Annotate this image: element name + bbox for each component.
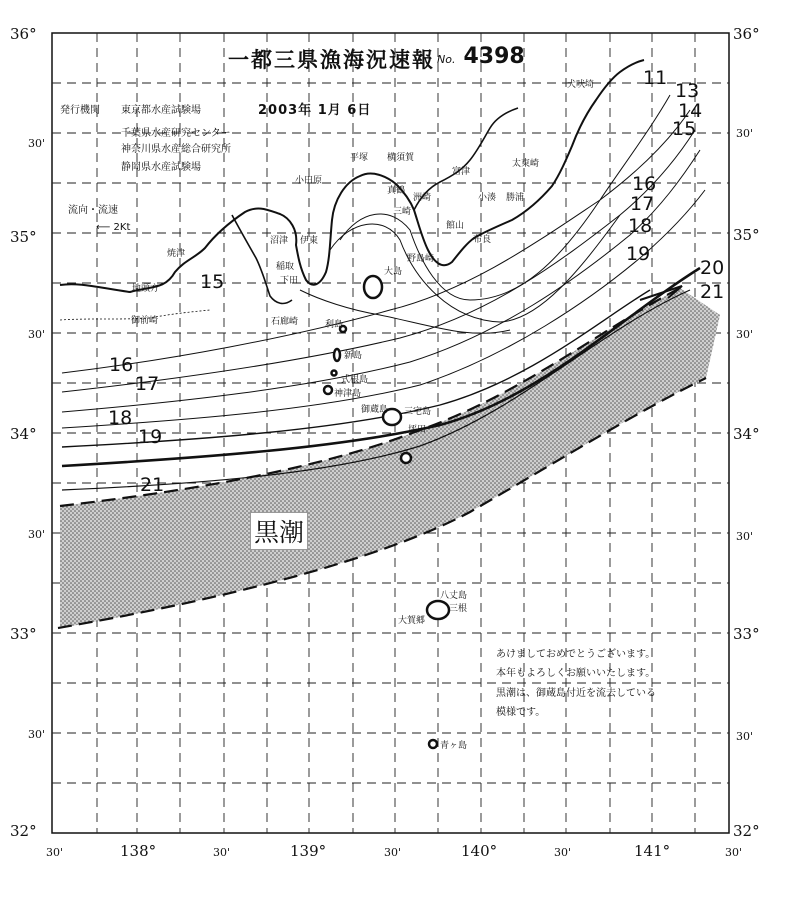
publisher-label: 発行機関 (60, 105, 100, 116)
lat-label-right-1: 36° (733, 25, 760, 43)
current-legend-title: 流向・流速 (68, 205, 118, 216)
island-kozushima (324, 386, 332, 394)
lon-label-1: 30' (46, 846, 64, 859)
lon-label-3: 30' (213, 846, 231, 859)
note-line: 模様です。 (496, 707, 546, 718)
place-label: 御前崎 (131, 316, 159, 326)
place-label: 大島 (384, 267, 403, 277)
lon-label-4: 139° (290, 842, 327, 860)
place-label: 館山 (446, 221, 465, 231)
organization: 東京都水産試験場 (121, 105, 201, 116)
place-label: 小湊 (478, 193, 497, 203)
kuroshio-label: 黒潮 (250, 512, 308, 550)
place-label: 石廊崎 (271, 317, 299, 327)
lat-label-right-9: 32° (733, 822, 760, 840)
place-label: 真鶴 (387, 186, 406, 196)
island-oshima (364, 276, 382, 298)
lat-label-right-5: 34° (733, 425, 760, 443)
isotherm-label: 20 (700, 257, 725, 279)
lon-label-6: 140° (461, 842, 498, 860)
place-label: 利島 (325, 320, 344, 330)
lat-label-left-9: 32° (10, 822, 37, 840)
bulletin-title: 一都三県漁海況速報 (228, 48, 435, 72)
isotherm-label: 16 (109, 354, 134, 376)
legend-scale-value: 2Kt (113, 222, 131, 233)
place-label: 富津 (452, 167, 471, 177)
organization: 静岡県水産試験場 (121, 162, 201, 173)
note-line: あけましておめでとうございます。 (496, 649, 656, 660)
lat-label-right-7: 33° (733, 625, 760, 643)
isotherm-label: 13 (675, 80, 700, 102)
isotherm-label: 11 (643, 67, 668, 89)
lat-label-left-4: 30' (28, 328, 46, 341)
place-label: 神津島 (334, 389, 362, 399)
place-label: 大賀郷 (398, 616, 426, 626)
note-line: 黒潮は、御蔵島付近を流去している (496, 688, 656, 699)
isotherm-label: 21 (700, 281, 725, 303)
isotherm-label: 19 (626, 243, 651, 265)
lat-label-right-4: 30' (736, 328, 754, 341)
isotherm-label: 16 (632, 173, 657, 195)
current-legend-scale (96, 222, 130, 233)
place-label: 犬吠埼 (567, 80, 595, 90)
place-label: 御蔵島 (361, 405, 389, 415)
isotherm-label: 18 (108, 407, 133, 429)
place-label: 伊東 (300, 236, 319, 246)
place-label: 坪田 (408, 425, 427, 435)
lon-label-7: 30' (554, 846, 572, 859)
island-niijima (334, 349, 340, 361)
place-label: 新島 (344, 351, 363, 361)
place-label: 小田原 (295, 176, 323, 186)
isotherm-label: 21 (140, 474, 165, 496)
lat-label-left-1: 36° (10, 25, 37, 43)
island-shikinejima (332, 371, 337, 376)
place-label: 焼津 (167, 249, 186, 259)
place-label: 布良 (473, 235, 492, 245)
place-label: 青ヶ島 (440, 741, 468, 751)
organization: 神奈川県水産総合研究所 (121, 144, 231, 155)
place-label: 八丈島 (440, 591, 468, 601)
place-label: 地頭方 (132, 284, 160, 294)
place-label: 横須賀 (387, 153, 415, 163)
lat-label-left-6: 30' (28, 528, 46, 541)
organization: 千葉県水産研究センター (121, 128, 231, 139)
lat-label-right-2: 30' (736, 127, 754, 140)
place-label: 平塚 (350, 153, 369, 163)
place-label: 野島崎 (407, 254, 435, 264)
isotherm-label: 17 (630, 193, 655, 215)
lat-label-right-6: 30' (736, 530, 754, 543)
place-label: 式根島 (341, 375, 369, 385)
island-aogashima (429, 740, 437, 748)
lon-label-9: 30' (725, 846, 743, 859)
place-label: 洲崎 (413, 193, 432, 203)
isotherm-label: 19 (138, 426, 163, 448)
lat-label-left-7: 33° (10, 625, 37, 643)
issue-number (437, 44, 525, 69)
place-label: 三崎 (393, 207, 412, 217)
lat-label-right-8: 30' (736, 730, 754, 743)
arrow-left-icon: ⟵ (96, 222, 111, 233)
lat-label-left-5: 34° (10, 425, 37, 443)
lat-label-left-2: 30' (28, 137, 46, 150)
issue-date: 2003年 1月 6日 (258, 103, 372, 118)
place-label: 沼津 (270, 236, 289, 246)
isotherm-label: 15 (200, 271, 225, 293)
lat-label-left-8: 30' (28, 728, 46, 741)
issue-prefix: No. (437, 53, 456, 66)
place-label: 下田 (280, 276, 299, 286)
place-label: 三宅島 (404, 407, 432, 417)
lat-label-left-3: 35° (10, 228, 37, 246)
place-label: 稲取 (276, 262, 295, 272)
island-hachijojima (427, 601, 449, 619)
lat-label-right-3: 35° (733, 226, 760, 244)
lon-label-8: 141° (634, 842, 671, 860)
note-line: 本年もよろしくお願いいたします。 (496, 668, 656, 679)
isotherm-label: 15 (672, 118, 697, 140)
place-label: 三根 (449, 604, 468, 614)
island-mikurajima (401, 453, 411, 463)
lon-label-5: 30' (384, 846, 402, 859)
isotherm-label: 18 (628, 215, 653, 237)
lon-label-2: 138° (120, 842, 157, 860)
isotherm-label: 14 (678, 100, 703, 122)
issue-number-value: 4398 (463, 44, 525, 69)
place-label: 勝浦 (506, 193, 525, 203)
isotherm-label: 17 (135, 373, 160, 395)
place-label: 太東崎 (512, 159, 540, 169)
